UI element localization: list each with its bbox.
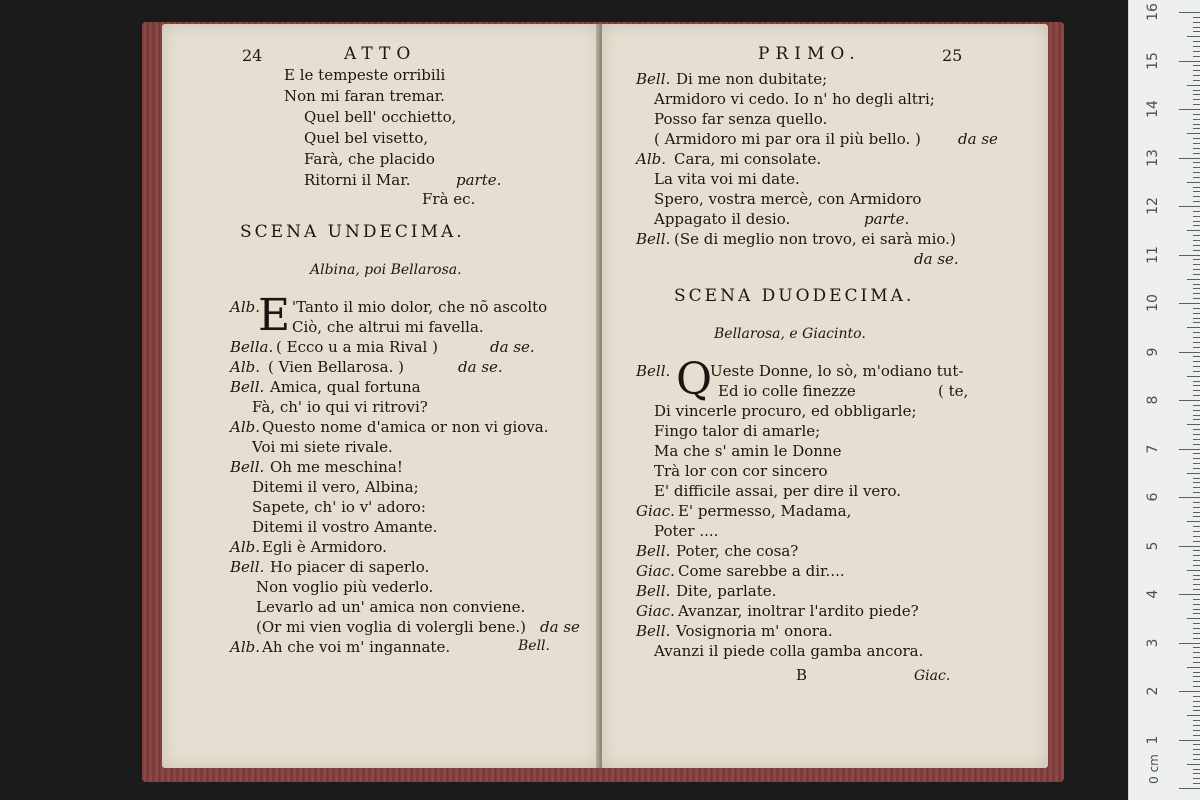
ruler-tick (1193, 138, 1200, 139)
ruler-tick (1193, 332, 1200, 333)
ruler-tick (1187, 133, 1200, 134)
ruler-tick (1193, 754, 1200, 755)
dialogue-line: Ditemi il vero, Albina; (252, 478, 419, 496)
speaker-label: Giac. (636, 502, 675, 520)
dialogue-line: Avanzi il piede colla gamba ancora. (654, 642, 924, 660)
ruler-unit-label: 0 cm (1146, 754, 1161, 784)
ruler-tick (1193, 531, 1200, 532)
ruler-tick (1193, 390, 1200, 391)
ruler-tick (1193, 633, 1200, 634)
ruler-tick (1193, 628, 1200, 629)
ruler-tick (1193, 51, 1200, 52)
ruler-tick (1193, 463, 1200, 464)
ruler-tick (1193, 22, 1200, 23)
ruler-tick (1193, 769, 1200, 770)
ruler-tick (1193, 318, 1200, 319)
aside-label: da se. (914, 250, 959, 268)
ruler-tick (1187, 327, 1200, 328)
ruler-tick (1193, 565, 1200, 566)
ruler-tick (1193, 94, 1200, 95)
ruler-tick (1193, 313, 1200, 314)
speaker-label: Alb. (230, 358, 260, 376)
drop-cap: E (258, 290, 291, 341)
ruler-tick (1193, 657, 1200, 658)
dialogue-line: Poter, che cosa? (676, 542, 799, 560)
ruler-tick (1193, 395, 1200, 396)
dialogue-line: E' permesso, Madama, (678, 502, 852, 520)
dialogue-line: Trà lor con cor sincero (654, 462, 828, 480)
ruler-tick (1193, 419, 1200, 420)
ruler-tick (1187, 473, 1200, 474)
dialogue-line: Ed io colle finezze (718, 382, 856, 400)
ruler-tick (1193, 201, 1200, 202)
ruler-tick (1179, 109, 1200, 110)
dialogue-line: ( Armidoro mi par ora il più bello. ) (654, 130, 921, 148)
ruler-tick (1193, 31, 1200, 32)
ruler-tick (1193, 478, 1200, 479)
aside-label: da se. (490, 338, 535, 356)
aside-label: da se (958, 130, 998, 148)
ruler-tick (1193, 507, 1200, 508)
verse-line: Non mi faran tremar. (284, 87, 445, 105)
ruler-tick (1193, 706, 1200, 707)
ruler-tick (1193, 623, 1200, 624)
ruler-tick (1193, 415, 1200, 416)
ruler-tick (1193, 536, 1200, 537)
ruler-tick (1193, 783, 1200, 784)
ruler-tick (1179, 594, 1200, 595)
dialogue-line: Ah che voi m' ingannate. (262, 638, 451, 656)
dialogue-line: Di me non dubitate; (676, 70, 828, 88)
dialogue-line: Amica, qual fortuna (270, 378, 421, 396)
page-number: 24 (242, 46, 263, 65)
ruler-tick (1193, 487, 1200, 488)
ruler-tick (1193, 172, 1200, 173)
ruler-tick (1179, 158, 1200, 159)
dialogue-line: Fingo talor di amarle; (654, 422, 821, 440)
ruler-tick (1193, 579, 1200, 580)
ruler-tick (1193, 80, 1200, 81)
speaker-label: Bell. (230, 558, 265, 576)
ruler-tick (1193, 560, 1200, 561)
dialogue-line: Posso far senza quello. (654, 110, 828, 128)
ruler-tick (1193, 381, 1200, 382)
left-page (162, 24, 600, 768)
verse-line: Farà, che placido (304, 150, 435, 168)
ruler-tick (1193, 720, 1200, 721)
ruler-tick (1179, 546, 1200, 547)
ruler-tick (1193, 686, 1200, 687)
dialogue-line: Oh me meschina! (270, 458, 403, 476)
ruler-number: 14 (1145, 100, 1161, 118)
ruler-number: 11 (1145, 245, 1161, 264)
ruler-tick (1193, 284, 1200, 285)
speaker-label: Bell. (636, 230, 671, 248)
dialogue-line: Ho piacer di saperlo. (270, 558, 430, 576)
ruler-tick (1193, 187, 1200, 188)
ruler-number: 5 (1145, 541, 1161, 550)
ruler-tick (1187, 230, 1200, 231)
speaker-label: Bell. (636, 582, 671, 600)
dialogue-line: Cara, mi consolate. (674, 150, 822, 168)
ruler-tick (1193, 526, 1200, 527)
ruler-tick (1179, 255, 1200, 256)
dialogue-line: Come sarebbe a dir.... (678, 562, 845, 580)
aside-label: da se (540, 618, 580, 636)
page-number: 25 (942, 46, 963, 65)
ruler-tick (1193, 104, 1200, 105)
dialogue-line: Ciò, che altrui mi favella. (292, 318, 484, 336)
verse-line: Quel bell' occhietto, (304, 108, 457, 126)
ruler-number: 9 (1145, 347, 1161, 356)
ruler-tick (1193, 482, 1200, 483)
ruler-tick (1193, 444, 1200, 445)
ruler-tick (1193, 264, 1200, 265)
ruler-tick (1193, 735, 1200, 736)
ruler-tick (1187, 667, 1200, 668)
dialogue-line: Non voglio più vederlo. (256, 578, 434, 596)
ruler-tick (1193, 191, 1200, 192)
ruler-number: 2 (1145, 686, 1161, 696)
ruler-tick (1193, 356, 1200, 357)
dialogue-line: (Or mi vien voglia di volergli bene.) (256, 618, 526, 636)
ruler-tick (1193, 652, 1200, 653)
ruler-tick (1193, 434, 1200, 435)
ruler-tick (1193, 225, 1200, 226)
ruler-tick (1193, 216, 1200, 217)
ruler-tick (1193, 41, 1200, 42)
aside-label: ( te, (938, 382, 969, 400)
dialogue-line: Questo nome d'amica or non vi giova. (262, 418, 549, 436)
dialogue-line: Vosignoria m' onora. (676, 622, 833, 640)
ruler-tick (1187, 36, 1200, 37)
ruler-tick (1187, 764, 1200, 765)
speaker-label: Alb. (230, 638, 260, 656)
ruler-tick (1193, 744, 1200, 745)
ruler-number: 8 (1145, 395, 1161, 405)
ruler-tick (1193, 167, 1200, 168)
dialogue-line: Sapete, ch' io v' adoro: (252, 498, 426, 516)
aside-label: da se. (458, 358, 503, 376)
ruler-tick (1187, 424, 1200, 425)
ruler-tick (1193, 429, 1200, 430)
ruler-tick (1193, 725, 1200, 726)
dialogue-line: La vita voi mi date. (654, 170, 800, 188)
ruler-tick (1193, 366, 1200, 367)
ruler-tick (1193, 575, 1200, 576)
stage-direction: parte. (456, 171, 502, 189)
ruler-tick (1193, 308, 1200, 309)
ruler-tick (1193, 259, 1200, 260)
ruler-tick (1187, 521, 1200, 522)
dialogue-line: ( Ecco u a mia Rival ) (276, 338, 438, 356)
ruler-tick (1193, 681, 1200, 682)
ruler-tick (1179, 61, 1200, 62)
speaker-label: Bell. (636, 622, 671, 640)
ruler-tick (1179, 303, 1200, 304)
dialogue-line: Appagato il desio. (654, 210, 791, 228)
ruler-tick (1193, 235, 1200, 236)
ruler-tick (1193, 65, 1200, 66)
ruler-tick (1193, 609, 1200, 610)
dialogue-line: Voi mi siete rivale. (252, 438, 393, 456)
ruler-tick (1193, 773, 1200, 774)
ruler-tick (1193, 604, 1200, 605)
drop-cap: Q (676, 354, 713, 405)
scene-characters: Albina, poi Bellarosa. (310, 262, 462, 278)
ruler-tick (1193, 468, 1200, 469)
ruler-tick (1193, 56, 1200, 57)
ruler-tick (1193, 128, 1200, 129)
dialogue-line: Levarlo ad un' amica non conviene. (256, 598, 526, 616)
ruler-number: 12 (1145, 197, 1161, 215)
ruler-tick (1193, 124, 1200, 125)
ruler-tick (1193, 584, 1200, 585)
signature-mark: B (796, 666, 808, 684)
dialogue-line: Dite, parlate. (676, 582, 777, 600)
speaker-label: Bell. (230, 458, 265, 476)
dialogue-line: Ma che s' amin le Donne (654, 442, 842, 460)
dialogue-line: Ueste Donne, lo sò, m'odiano tut- (710, 362, 964, 380)
ruler-number: 15 (1145, 51, 1161, 70)
verse-line: E le tempeste orribili (284, 66, 446, 84)
ruler-tick (1193, 211, 1200, 212)
verse-line: Quel bel visetto, (304, 129, 429, 147)
ruler-tick (1193, 27, 1200, 28)
ruler-tick (1193, 696, 1200, 697)
ruler-tick (1193, 322, 1200, 323)
ruler-tick (1193, 148, 1200, 149)
dialogue-line: Ditemi il vostro Amante. (252, 518, 438, 536)
ruler-tick (1193, 371, 1200, 372)
ruler-tick (1193, 439, 1200, 440)
catchword: Bell. (518, 638, 550, 654)
scene-title: SCENA DUODECIMA. (674, 286, 915, 306)
measuring-ruler (1128, 0, 1200, 800)
ruler-tick (1193, 759, 1200, 760)
dialogue-line: Fà, ch' io qui vi ritrovi? (252, 398, 428, 416)
ruler-tick (1193, 512, 1200, 513)
dialogue-line: (Se di meglio non trovo, ei sarà mio.) (674, 230, 956, 248)
ruler-number: 1 (1145, 735, 1161, 744)
ruler-tick (1193, 293, 1200, 294)
ruler-tick (1187, 85, 1200, 86)
ruler-tick (1187, 618, 1200, 619)
ruler-tick (1187, 182, 1200, 183)
ruler-tick (1193, 541, 1200, 542)
scene-characters: Bellarosa, e Giacinto. (714, 326, 866, 342)
ruler-number: 3 (1145, 638, 1161, 647)
ruler-tick (1193, 99, 1200, 100)
speaker-label: Alb. (230, 298, 260, 316)
ruler-tick (1193, 90, 1200, 91)
ruler-tick (1193, 405, 1200, 406)
dialogue-line: E' difficile assai, per dire il vero. (654, 482, 902, 500)
ruler-tick (1193, 298, 1200, 299)
ruler-tick (1193, 342, 1200, 343)
ruler-tick (1179, 643, 1200, 644)
ruler-number: 6 (1145, 492, 1161, 502)
ruler-tick (1193, 778, 1200, 779)
ruler-tick (1179, 691, 1200, 692)
ruler-tick (1193, 555, 1200, 556)
ruler-tick (1193, 710, 1200, 711)
ruler-tick (1193, 46, 1200, 47)
ruler-tick (1179, 740, 1200, 741)
ruler-tick (1193, 676, 1200, 677)
ruler-tick (1193, 177, 1200, 178)
dialogue-line: Spero, vostra mercè, con Armidoro (654, 190, 922, 208)
ruler-tick (1179, 12, 1200, 13)
speaker-label: Bella. (230, 338, 274, 356)
ruler-tick (1179, 400, 1200, 401)
aside-label: parte. (864, 210, 910, 228)
ruler-tick (1193, 516, 1200, 517)
ruler-tick (1193, 385, 1200, 386)
ruler-tick (1193, 647, 1200, 648)
right-page (602, 24, 1048, 768)
ruler-tick (1193, 701, 1200, 702)
ruler-tick (1193, 550, 1200, 551)
ruler-tick (1187, 376, 1200, 377)
ruler-tick (1193, 70, 1200, 71)
ruler-tick (1193, 672, 1200, 673)
ruler-tick (1193, 75, 1200, 76)
ruler-tick (1193, 361, 1200, 362)
ruler-tick (1193, 245, 1200, 246)
ruler-tick (1193, 589, 1200, 590)
ruler-tick (1193, 749, 1200, 750)
ruler-tick (1193, 453, 1200, 454)
dialogue-line: Poter .... (654, 522, 719, 540)
ruler-tick (1193, 458, 1200, 459)
ruler-number: 4 (1145, 589, 1161, 599)
speaker-label: Bell. (636, 362, 671, 380)
ruler-tick (1179, 497, 1200, 498)
ruler-tick (1193, 410, 1200, 411)
dialogue-line: ( Vien Bellarosa. ) (268, 358, 404, 376)
speaker-label: Bell. (230, 378, 265, 396)
speaker-label: Alb. (230, 538, 260, 556)
verse-line: Frà ec. (422, 190, 476, 208)
dialogue-line: Armidoro vi cedo. Io n' ho degli altri; (654, 90, 935, 108)
ruler-tick (1179, 352, 1200, 353)
ruler-tick (1193, 337, 1200, 338)
ruler-tick (1193, 599, 1200, 600)
ruler-tick (1193, 638, 1200, 639)
speaker-label: Giac. (636, 602, 675, 620)
ruler-tick (1193, 143, 1200, 144)
speaker-label: Bell. (636, 542, 671, 560)
ruler-tick (1193, 662, 1200, 663)
ruler-tick (1193, 492, 1200, 493)
speaker-label: Bell. (636, 70, 671, 88)
running-head: ATTO (344, 44, 417, 64)
ruler-tick (1193, 269, 1200, 270)
catchword: Giac. (914, 668, 951, 684)
ruler-number: 13 (1145, 148, 1161, 167)
verse-line: Ritorni il Mar. (304, 171, 411, 189)
ruler-tick (1179, 206, 1200, 207)
speaker-label: Alb. (636, 150, 666, 168)
ruler-tick (1193, 288, 1200, 289)
ruler-tick (1193, 347, 1200, 348)
ruler-tick (1193, 730, 1200, 731)
ruler-tick (1187, 570, 1200, 571)
dialogue-line: Di vincerle procuro, ed obbligarle; (654, 402, 917, 420)
ruler-tick (1193, 153, 1200, 154)
ruler-tick (1187, 715, 1200, 716)
dialogue-line: Egli è Armidoro. (262, 538, 387, 556)
dialogue-line: Avanzar, inoltrar l'ardito piede? (678, 602, 919, 620)
ruler-tick (1193, 17, 1200, 18)
running-head: PRIMO. (758, 44, 861, 64)
ruler-tick (1193, 162, 1200, 163)
ruler-tick (1193, 274, 1200, 275)
speaker-label: Giac. (636, 562, 675, 580)
ruler-tick (1193, 250, 1200, 251)
ruler-tick (1193, 613, 1200, 614)
ruler-tick (1193, 221, 1200, 222)
ruler-tick (1193, 502, 1200, 503)
ruler-number: 10 (1145, 294, 1161, 312)
ruler-tick (1193, 240, 1200, 241)
scene-title: SCENA UNDECIMA. (240, 222, 465, 242)
ruler-number: 7 (1145, 444, 1161, 453)
ruler-tick (1193, 119, 1200, 120)
speaker-label: Alb. (230, 418, 260, 436)
ruler-tick (1193, 196, 1200, 197)
ruler-tick (1179, 449, 1200, 450)
ruler-number: 16 (1145, 3, 1161, 21)
dialogue-line: 'Tanto il mio dolor, che nõ ascolto (292, 298, 548, 316)
ruler-tick (1179, 788, 1200, 789)
ruler-tick (1193, 114, 1200, 115)
ruler-tick (1187, 279, 1200, 280)
